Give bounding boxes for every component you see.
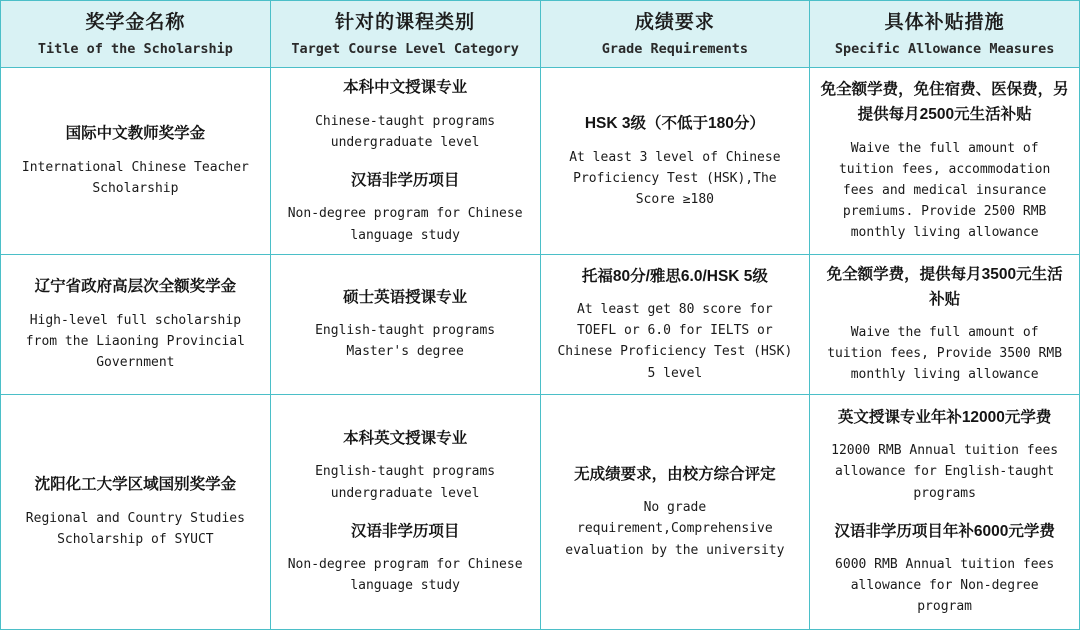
cell-course-category (270, 67, 540, 254)
cell-allowance (810, 254, 1080, 394)
table-row (1, 394, 1080, 629)
category-group-1 (281, 76, 530, 153)
table-row (1, 67, 1080, 254)
scholarship-name-en: High-level full scholarship from the Liaoning Provincial Government (25, 312, 245, 370)
grade-cn: 托福80分/雅思6.0/HSK 5级 (581, 267, 768, 285)
category-group-1 (281, 427, 530, 504)
category-cn-2: 汉语非学历项目 (350, 171, 460, 189)
allowance-cn-1: 免全额学费，提供每月3500元生活补贴 (826, 265, 1063, 308)
category-en-2: Non-degree program for Chinese language study (287, 206, 523, 243)
cell-grade-requirement (540, 254, 810, 394)
table-header-row (1, 1, 1080, 68)
column-header-allowance-cn: 具体补贴措施 (884, 12, 1005, 33)
column-header-allowance (810, 1, 1080, 68)
category-en-2: Non-degree program for Chinese language study (287, 557, 523, 594)
cell-allowance (810, 67, 1080, 254)
allowance-en-1: Waive the full amount of tuition fees, Provide 3500 RMB monthly living allowance (827, 325, 1063, 383)
scholarship-name-en: International Chinese Teacher Scholarship (21, 160, 249, 197)
grade-cn: 无成绩要求，由校方综合评定 (574, 465, 776, 483)
cell-grade-requirement (540, 394, 810, 629)
allowance-cn-1: 英文授课专业年补12000元学费 (837, 408, 1052, 426)
allowance-group-2 (820, 520, 1069, 618)
category-cn-2: 汉语非学历项目 (350, 522, 460, 540)
cell-course-category (270, 394, 540, 629)
category-group-2 (281, 169, 530, 246)
table-body (1, 67, 1080, 629)
scholarship-name-cn: 国际中文教师奖学金 (65, 125, 206, 143)
grade-en: At least 3 level of Chinese Proficiency Test (HSK),The Score ≥180 (569, 149, 781, 207)
category-group-2 (281, 520, 530, 597)
category-cn-1: 硕士英语授课专业 (343, 288, 468, 306)
table-header (1, 1, 1080, 68)
category-cn-1: 本科英文授课专业 (343, 429, 468, 447)
scholarship-name-cn: 辽宁省政府高层次全额奖学金 (34, 278, 237, 296)
cell-scholarship-name (1, 254, 271, 394)
column-header-grade (540, 1, 810, 68)
grade-en: At least get 80 score for TOEFL or 6.0 for IELTS or Chinese Proficiency Test (HSK) 5 level (557, 302, 793, 381)
scholarship-name-cn: 沈阳化工大学区域国别奖学金 (34, 476, 237, 494)
cell-grade-requirement (540, 67, 810, 254)
column-header-grade-en: Grade Requirements (601, 40, 749, 57)
column-header-allowance-en: Specific Allowance Measures (834, 40, 1055, 57)
cell-scholarship-name (1, 67, 271, 254)
allowance-cn-2: 汉语非学历项目年补6000元学费 (834, 522, 1055, 540)
category-cn-1: 本科中文授课专业 (343, 78, 468, 96)
column-header-category-en: Target Course Level Category (291, 40, 519, 57)
allowance-cn-1: 免全额学费，免住宿费、医保费，另提供每月2500元生活补贴 (820, 81, 1069, 124)
grade-en: No grade requirement,Comprehensive evaluation by the university (565, 500, 785, 558)
allowance-en-2: 6000 RMB Annual tuition fees allowance for Non-degree program (835, 557, 1055, 615)
column-header-title-cn: 奖学金名称 (85, 12, 186, 33)
column-header-category (270, 1, 540, 68)
category-en-1: Chinese-taught programs undergraduate level (315, 113, 496, 150)
column-header-category-cn: 针对的课程类别 (335, 12, 476, 33)
allowance-en-1: 12000 RMB Annual tuition fees allowance for English-taught programs (831, 443, 1059, 501)
column-header-title-en: Title of the Scholarship (37, 40, 233, 57)
category-en-1: English-taught programs undergraduate level (315, 464, 496, 501)
scholarship-name-en: Regional and Country Studies Scholarship of SYUCT (25, 510, 245, 547)
category-en-1: English-taught programs Master's degree (315, 323, 496, 360)
allowance-en-1: Waive the full amount of tuition fees, accommodation fees and medical insurance premiums. Provide 2500 RMB monthly living allowance (838, 140, 1051, 241)
column-header-grade-cn: 成绩要求 (634, 12, 715, 33)
cell-allowance (810, 394, 1080, 629)
cell-course-category (270, 254, 540, 394)
allowance-group-1 (820, 406, 1069, 504)
column-header-title (1, 1, 271, 68)
cell-scholarship-name (1, 394, 271, 629)
category-group-1 (281, 286, 530, 363)
grade-cn: HSK 3级（不低于180分） (584, 114, 765, 132)
table-row (1, 254, 1080, 394)
